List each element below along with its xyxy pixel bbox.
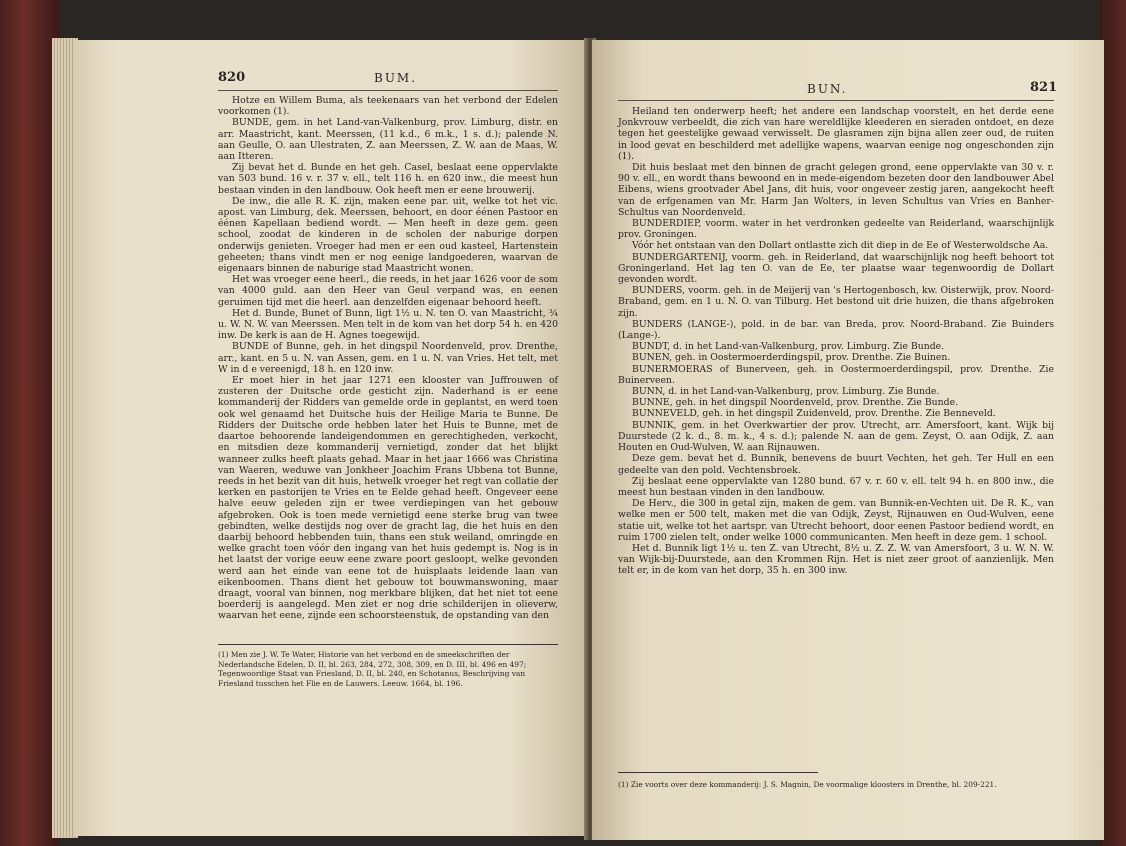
paragraph: BUNNIK, gem. in het Overkwartier der prov. Utrecht, arr. Amersfoort, kant. Wijk bij Duurstede (2 k. d., 8. m. k., 4 s. d.); palende N. aan de gem. Zeyst, O. aan Odijk, Z. aan Houten en Oud-Wulven, W. aan Rijnauwen. [618, 419, 1054, 454]
paragraph: BUNDT, d. in het Land-van-Valkenburg, prov. Limburg. Zie Bunde. [632, 341, 945, 353]
page-number: 821 [1030, 80, 1058, 95]
paragraph: Deze gem. bevat het d. Bunnik, benevens de buurt Vechten, het geh. Ter Hull en een gedeelte van den pold. Vechtensbroek. [618, 453, 1054, 476]
paragraph: BUNNE, geh. in het dingspil Noordenveld, prov. Drenthe. Zie Bunde. [632, 397, 959, 409]
footnote: (1) Men zie J. W. Te Water, Historie van het verbond en de smeekschriften der Nederlandsche Edelen, D. II, bl. 263, 284, 272, 308, 309, en D. III, bl. 496 en 497; Tegenwoordige Staat van Friesland, D. II, bl. 240, en Schotanus, Beschrijving van Friesland tusschen het Flie en de Lauwers. Leeuw. 1664, bl. 196. [218, 650, 527, 688]
paragraph: BUNN, d. in het Land-van-Valkenburg, prov. Limburg. Zie Bunde. [632, 386, 940, 398]
main-text [218, 95, 558, 622]
running-head: BUM. [374, 71, 418, 85]
paragraph: Heiland ten onderwerp heeft; het andere een landschap voorstelt, en het derde eene Jonkvrouw verbeeldt, die zich van hare wereldlijke kleederen en sieraden ontdoet, en deze tegen het geestelijke gewaad verwisselt. De glasramen zijn bijna allen zeer oud, de ruiten in lood gevat en beschilderd met adellijke wapens, waarvan eenige nog ongeschonden zijn (1). [618, 106, 1054, 162]
book-cover-left [0, 0, 60, 846]
paragraph: BUNNEVELD, geh. in het dingspil Zuidenveld, prov. Drenthe. Zie Benneveld. [632, 408, 996, 420]
paragraph: De Herv., die 300 in getal zijn, maken de gem. van Bunnik-en-Vechten uit. De R. K., van welke men er 500 telt, maken met die van Odijk, Zeyst, Rijnauwen en Oud-Wulven, eene statie uit, welke tot het aartspr. van Utrecht behoort, door eenen Pastoor bediend wordt, en ruim 1700 zielen telt, onder welke 1000 communicanten. Men heeft in deze gem. 1 school. [618, 498, 1054, 543]
paragraph: Er moet hier in het jaar 1271 een klooster van Juffrouwen of zusteren der Duitsche orde gesticht zijn. Naderhand is er eene kommanderij der Ridders van gemelde orde in geplantst, en werd toen ook wel genaamd het Duitsche huis der Heilige Maria te Bunne. De Ridders der Duitsche orde hebben later het Huis te Bunne, met de daartoe behoorende landeigendommen en gerechtigheden, verkocht, en mitsdien deze kommanderij vernietigd, zonder dat het blijkt wanneer zulks heeft plaats gehad. Maar in het jaar 1666 was Christina van Waeren, weduwe van Jonkheer Joachim Frans Ubbena tot Bunne, reeds in het bezit van dit huis, hetwelk vroeger het regt van collatie der kerken en pastorijen te Vries en te Eelde gehad heeft. Ongeveer eene halve eeuw geleden zijn er twee verdiepingen van het gebouw afgebroken. Ook is toen mede vernietigd eene sterke brug van twee gebindten, welke destijds nog over de gracht lag, die het huis en den daarbij behoord hebbenden tuin, thans een stuk weiland, omringde en welke gracht toen vóór den ingang van het huis gedempt is. Nog is in het laatst der vorige eeuw eene zware poort gesloopt, welke gevonden werd aan het einde van eene tot de huisplaats leidende laan van eikenboomen. Thans dient het gebouw tot bouwmanswoning, maar draagt, vooral van binnen, nog merkbare blijken, dat het niet tot eene boerderij is aangelegd. Men ziet er nog drie schilderijen in olieverw, waarvan het eene, zijnde een schoorsteenstuk, de opstanding van den [218, 375, 558, 622]
paragraph: De inw., die alle R. K. zijn, maken eene par. uit, welke tot het vic. apost. van Limburg, dek. Meerssen, behoort, en door éénen Pastoor en éénen Kapellaan bediend wordt. — Men heeft in deze gem. geen school, zoodat de kinderen in de scholen der naburige dorpen onderwijs genieten. Vroeger had men er een oud kasteel, Hartenstein geheeten; thans vindt men er nog eenige landgoederen, waarvan de eigenaars binnen de naburige stad Maastricht wonen. [218, 195, 558, 275]
running-head: BUN. [807, 82, 848, 96]
footnote-rule [218, 644, 558, 645]
left-page [74, 40, 586, 836]
page-number: 820 [218, 70, 246, 85]
paragraph: Dit huis beslaat met den binnen de gracht gelegen grond, eene oppervlakte van 30 v. r. 90 v. ell., en wordt thans bewoond en in mede-eigendom bezeten door den landbouwer Abel Eibens, wiens grootvader Abel Jans, dit huis, voor ongeveer zestig jaren, aangekocht heeft van de erfgenamen van Mr. Harm Jan Wolters, in leven Schultus van Vries en Banher-Schultus van Noordenveld. [618, 162, 1054, 218]
main-text [618, 106, 1054, 577]
paragraph: BUNDERDIEP, voorm. water in het verdronken gedeelte van Reiderland, waarschijnlijk prov. Groningen. [618, 218, 1054, 241]
paragraph: BUNDERS (LANGE-), pold. in de bar. van Breda, prov. Noord-Braband. Zie Buinders (Lange-). [618, 318, 1054, 342]
paragraph: BUNEN, geh. in Oostermoerderdingspil, prov. Drenthe. Zie Buinen. [632, 352, 951, 364]
footnote: (1) Zie voorts over deze kommanderij: J. S. Magnin, De voormalige kloosters in Drenthe, bl. 209-221. [618, 780, 997, 789]
paragraph: BUNDE, gem. in het Land-van-Valkenburg, prov. Limburg, distr. en arr. Maastricht, kant. Meerssen, (11 k.d., 6 m.k., 1 s. d.); palende N. aan Geulle, O. aan Ulestraten, Z. aan Meerssen, Z. W. aan de Maas, W. aan Itteren. [218, 117, 558, 163]
header-rule [618, 100, 1054, 101]
footnote-rule [618, 772, 818, 773]
paragraph: BUNDERS, voorm. geh. in de Meijerij van 's Hertogenbosch, kw. Oisterwijk, prov. Noord-Braband, gem. en 1 u. N. O. van Tilburg. Het bestond uit drie huizen, die thans afgebroken zijn. [618, 285, 1054, 319]
paragraph: Zij beslaat eene oppervlakte van 1280 bund. 67 v. r. 60 v. ell. telt 94 h. en 800 inw., die meest hun bestaan vinden in den landbouw. [618, 475, 1054, 498]
paragraph: BUNERMOERAS of Bunerveen, geh. in Oostermoerderdingspil, prov. Drenthe. Zie Buinerveen. [618, 363, 1054, 386]
paragraph: BUNDE of Bunne, geh. in het dingspil Noordenveld, prov. Drenthe, arr., kant. en 5 u. N. van Assen, gem. en 1 u. N. van Vries. Het telt, met W in d e vereenigd, 18 h. en 120 inw. [218, 341, 558, 375]
header-rule [218, 90, 558, 91]
paragraph: Hotze en Willem Buma, als teekenaars van het verbond der Edelen voorkomen (1). [218, 95, 558, 118]
right-page [592, 40, 1104, 840]
paragraph: Het was vroeger eene heerl., die reeds, in het jaar 1626 voor de som van 4000 guld. aan den Heer van Geul verpand was, en eenen geruimen tijd met die heerl. aan denzelfden eigenaar behoord heeft. [218, 274, 558, 308]
paragraph: Het d. Bunnik ligt 1½ u. ten Z. van Utrecht, 8½ u. Z. Z. W. van Amersfoort, 3 u. W. N. W. van Wijk-bij-Duurstede, aan den Krommen Rijn. Het is niet zeer groot of aanzienlijk. Men telt er, in de kom van het dorp, 35 h. en 300 inw. [618, 542, 1054, 577]
paragraph: Het d. Bunde, Bunet of Bunn, ligt 1½ u. N. ten O. van Maastricht, ¾ u. W. N. W. van Meerssen. Men telt in de kom van het dorp 54 h. en 420 inw. De kerk is aan de H. Agnes toegewijd. [218, 307, 558, 342]
paragraph: Vóór het ontstaan van den Dollart ontlastte zich dit diep in de Ee of Westerwoldsche Aa. [632, 240, 1049, 252]
paragraph: Zij bevat het d. Bunde en het geh. Casel, beslaat eene oppervlakte van 503 bund. 16 v. r. 37 v. ell., telt 116 h. en 620 inw., die meest hun bestaan vinden in den landbouw. Ook heeft men er eene brouwerij. [218, 162, 558, 196]
paragraph: BUNDERGARTENIJ, voorm. geh. in Reiderland, dat waarschijnlijk nog heeft behoort tot Groningerland. Het lag ten O. van de Ee, ter plaatse waar tegenwoordig de Dollart gevonden wordt. [618, 251, 1054, 286]
